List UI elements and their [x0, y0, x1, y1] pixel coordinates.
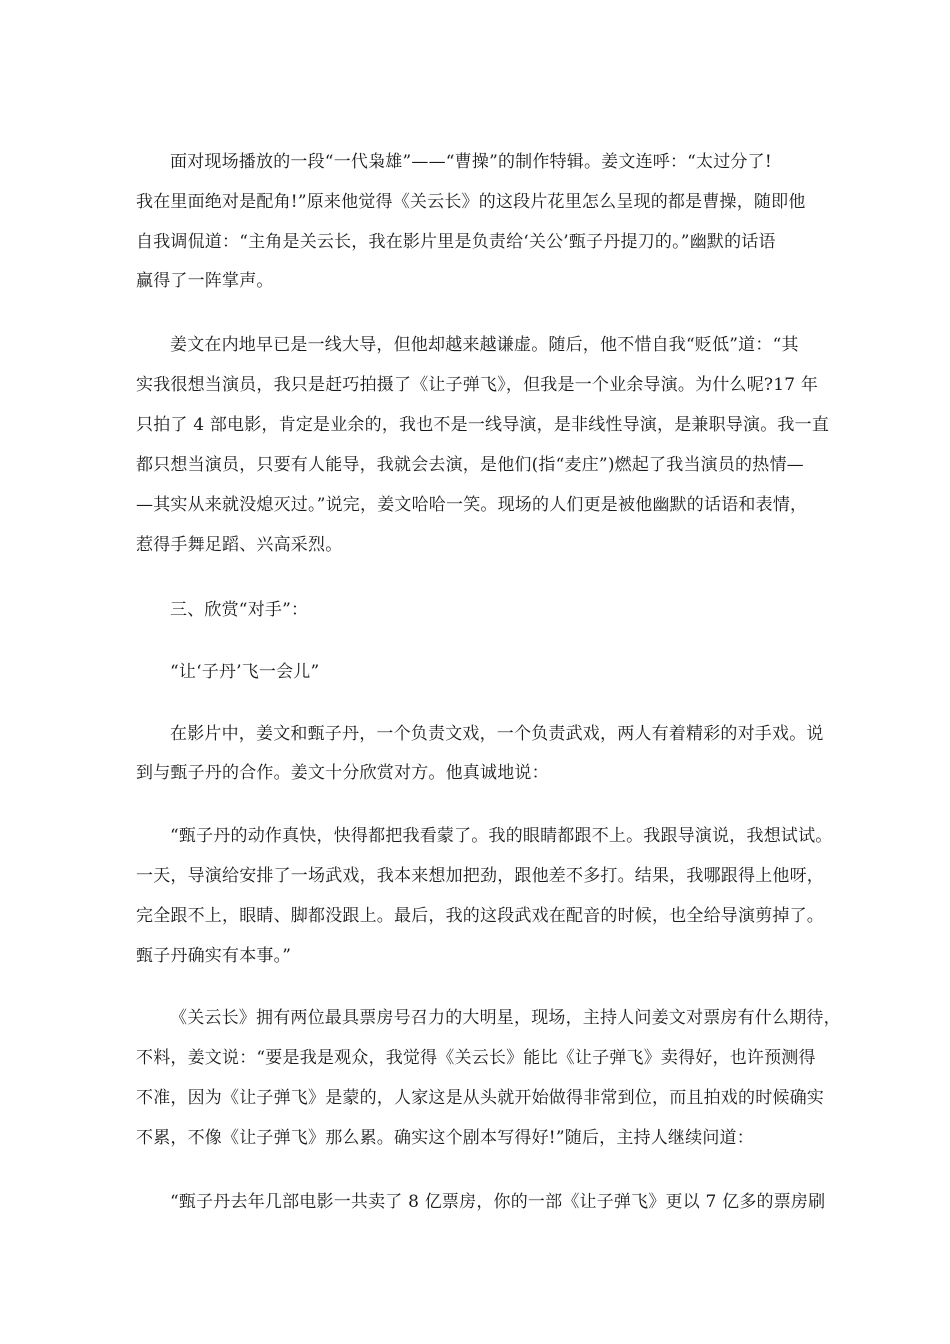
text-line: 只拍了 4 部电影，肯定是业余的，我也不是一线导演，是非线性导演，是兼职导演。我一直 [136, 415, 830, 435]
text-line: 惹得手舞足蹈、兴高采烈。 [136, 535, 343, 555]
text-line: 赢得了一阵掌声。 [136, 271, 274, 291]
section-subtitle: “让‘子丹’飞一会儿” [170, 662, 320, 682]
text-line: “甄子丹去年几部电影一共卖了 8 亿票房，你的一部《让子弹飞》更以 7 亿多的票房刷 [170, 1192, 826, 1212]
text-line: 到与甄子丹的合作。姜文十分欣赏对方。他真诚地说： [136, 763, 549, 783]
text-line: 甄子丹确实有本事。” [136, 946, 292, 966]
section-heading: 三、欣赏“对手”： [170, 600, 309, 620]
text-line: “甄子丹的动作真快，快得都把我看蒙了。我的眼睛都跟不上。我跟导演说，我想试试。 [170, 826, 833, 846]
text-line: 不准，因为《让子弹飞》是蒙的，人家这是从头就开始做得非常到位，而且拍戏的时候确实 [136, 1088, 824, 1108]
text-line: —其实从来就没熄灭过。”说完，姜文哈哈一笑。现场的人们更是被他幽默的话语和表情， [136, 495, 808, 515]
text-line: 我在里面绝对是配角!”原来他觉得《关云长》的这段片花里怎么呈现的都是曹操，随即他 [136, 192, 806, 212]
text-line: 实我很想当演员，我只是赶巧拍摄了《让子弹飞》，但我是一个业余导演。为什么呢?17 年 [136, 375, 819, 395]
text-line: 姜文在内地早已是一线大导，但他却越来越谦虚。随后，他不惜自我“贬低”道：“其 [170, 335, 799, 355]
text-line: 不料，姜文说：“要是我是观众，我觉得《关云长》能比《让子弹飞》卖得好，也许预测得 [136, 1048, 816, 1068]
text-line: 完全跟不上，眼睛、脚都没跟上。最后，我的这段武戏在配音的时候，也全给导演剪掉了。 [136, 906, 824, 926]
text-line: 《关云长》拥有两位最具票房号召力的大明星，现场，主持人问姜文对票房有什么期待， [170, 1008, 841, 1028]
text-line: 都只想当演员，只要有人能导，我就会去演，是他们(指“麦庄”)燃起了我当演员的热情— [136, 455, 804, 475]
text-line: 在影片中，姜文和甄子丹，一个负责文戏，一个负责武戏，两人有着精彩的对手戏。说 [170, 724, 824, 744]
text-line: 一天，导演给安排了一场武戏，我本来想加把劲，跟他差不多打。结果，我哪跟得上他呀， [136, 866, 824, 886]
text-line: 面对现场播放的一段“一代枭雄”——“曹操”的制作特辑。姜文连呼：“太过分了! [170, 152, 772, 172]
text-line: 不累，不像《让子弹飞》那么累。确实这个剧本写得好!”随后，主持人继续问道： [136, 1128, 754, 1148]
text-line: 自我调侃道：“主角是关云长，我在影片里是负责给‘关公’甄子丹提刀的。”幽默的话语 [136, 232, 776, 252]
